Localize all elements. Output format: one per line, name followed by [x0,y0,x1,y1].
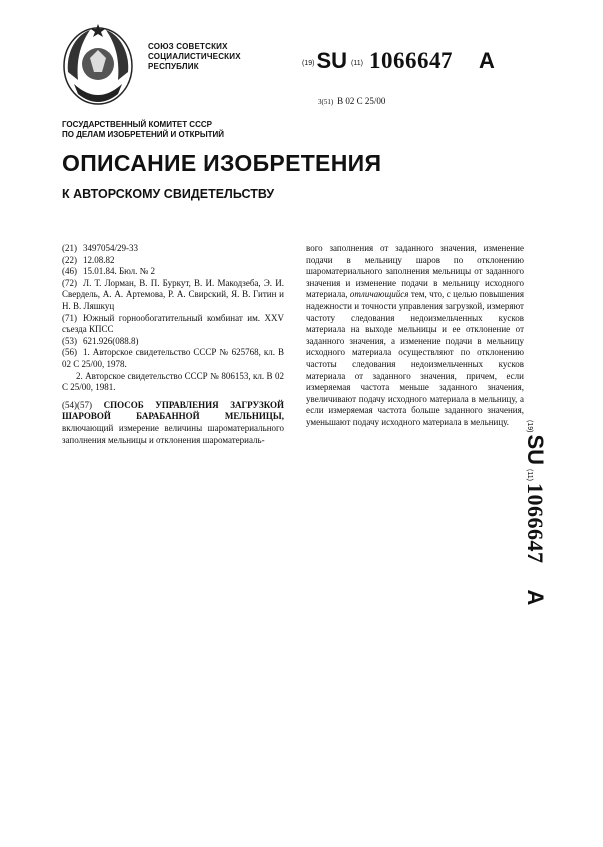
bibliographic-data [62,243,284,394]
number-code-label: (11) [351,60,363,68]
claim-characterizing-word: отличающийся [349,289,409,300]
abstract-code: (54)(57) [62,399,92,410]
biblio-entry: 2. Авторское свидетельство СССР № 806153, кл. В 02 С 25/00, 1981. [62,370,284,393]
publication-number [302,48,495,74]
right-column [306,243,524,429]
side-publication-number: (19)SU(11)1066647A [523,420,548,606]
ipc-value: B 02 C 25/00 [337,96,386,106]
biblio-entry: (53) 621.926(088.8) [62,335,139,346]
union-name [148,42,241,72]
biblio-entry: (72) Л. Т. Лорман, В. П. Буркут, В. И. Макодзеба, Э. И. Свердель, А. А. Артемова, Р. А. Свирский, Я. В. Гитин и Н. В. Ляшкуц [62,277,284,311]
left-column [62,243,284,455]
biblio-entry: (71) Южный горнообогатительный комбинат им. XXV съезда КПСС [62,312,284,335]
abstract-text-left: включающий измерение величины шароматериального заполнения мельницы и отклонения шароматериаль- [62,422,284,445]
biblio-entry: (22) 12.08.82 [62,254,115,265]
country-code-label: (19) [302,60,315,68]
biblio-entry: (46) 15.01.84. Бюл. № 2 [62,266,155,277]
union-line: СОЦИАЛИСТИЧЕСКИХ [148,52,241,61]
union-line: РЕСПУБЛИК [148,62,199,71]
kind-code: A [478,48,495,73]
biblio-entry: (21) 3497054/29-33 [62,243,138,253]
abstract-text-right: вого заполнения от заданного значения, изменение подачи в мельницу шаров по отклонению шароматериального заполнения мельницы от заданного значения и изменение подачи в мельницу исходного материала, [306,243,524,300]
invention-title: СПОСОБ УПРАВЛЕНИЯ ЗАГРУЗКОЙ ШАРОВОЙ БАРАБАННОЙ МЕЛЬНИЦЫ, [62,399,284,422]
union-line: СОЮЗ СОВЕТСКИХ [148,42,228,51]
state-emblem [60,20,136,106]
committee-line: ГОСУДАРСТВЕННЫЙ КОМИТЕТ СССР [62,120,212,129]
state-committee [62,120,224,140]
abstract-start [62,400,284,446]
ipc-classification [318,96,385,106]
document-title: ОПИСАНИЕ ИЗОБРЕТЕНИЯ [62,150,382,176]
country-code: SU [316,48,348,73]
biblio-entry: (56) 1. Авторское свидетельство СССР № 625768, кл. В 02 С 25/00, 1978. [62,347,284,369]
document-subtitle: К АВТОРСКОМУ СВИДЕТЕЛЬСТВУ [62,187,275,201]
ipc-code-label: 3(51) [318,98,334,106]
patent-number: 1066647 [368,48,453,73]
abstract-text-right-continued: тем, что, с целью повышения надежности и точности управления загрузкой, измеряют частоту следования недоизмельченных кусков материала на выходе мельницы и ее отклонение от заданного значения, а изменение подачи в мельницу исходного материала осуществляют по отклонению частоты следования недоизмельченных кусков материала от заданного значения, причем, если измеряемая частота меньше заданного значения, увеличивают подачу исходного материала в мельницу, а если измеряемая частота больше заданного значения, уменьшают подачу исходного материала в мельницу. [306,289,525,427]
committee-line: ПО ДЕЛАМ ИЗОБРЕТЕНИЙ И ОТКРЫТИЙ [62,130,225,139]
